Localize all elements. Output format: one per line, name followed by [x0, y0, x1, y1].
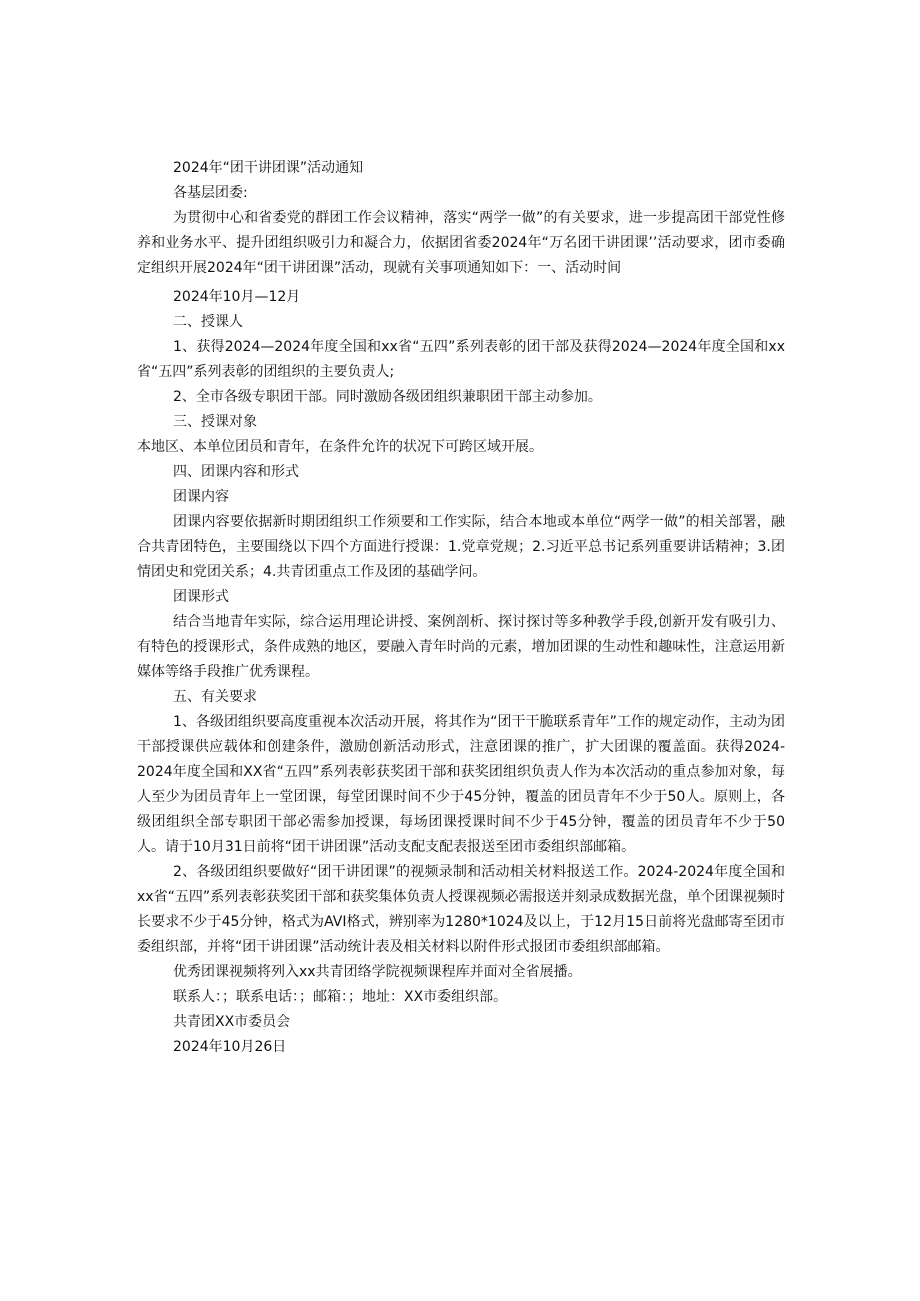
section-4-content-paragraph: 团课内容要依据新时期团组织工作须要和工作实际，结合本地或本单位“两学一做”的相关部署，融合共青团特色，主要围绕以下四个方面进行授课：1.党章党规；2.习近平总书记系列重要讲话精神；3.团情团史和党团关系；4.共青团重点工作及团的基础学问。	[137, 514, 785, 580]
section-3-paragraph: 本地区、本单位团员和青年，在条件允许的状况下可跨区域开展。	[137, 439, 543, 455]
section-4-format-paragraph: 结合当地青年实际，综合运用理论讲授、案例剖析、探讨探讨等多种教学手段,创新开发有吸引力、有特色的授课形式，条件成熟的地区，要融入青年时尚的元素，增加团课的生动性和趣味性，注意运用新媒体等络手段推广优秀课程。	[137, 614, 785, 680]
section-5-item-2: 2、各级团组织要做好“团干讲团课”的视频录制和活动相关材料报送工作。2024-2024年度全国和xx省“五四”系列表彰获奖团干部和获奖集体负责人授课视频必需报送并刻录成数据光盘，单个团课视频时长要求不少于45分钟，格式为AVI格式，辨别率为1280*1024及以上，于12月15日前将光盘邮寄至团市委组织部，并将“团干讲团课”活动统计表及相关材料以附件形式报团市委组织部邮箱。	[137, 864, 785, 955]
activity-time: 2024年10月—12月	[173, 289, 301, 305]
section-4-sub-format: 团课形式	[173, 589, 229, 605]
section-2-item-2: 2、全市各级专职团干部。同时激励各级团组织兼职团干部主动参加。	[173, 389, 602, 405]
section-2-item-1: 1、获得2024—2024年度全国和xx省“五四”系列表彰的团干部及获得2024—2024年度全国和xx省“五四”系列表彰的团组织的主要负责人;	[137, 339, 785, 380]
section-3-heading: 三、授课对象	[173, 414, 257, 430]
section-2-heading: 二、授课人	[173, 314, 243, 330]
section-5-showcase: 优秀团课视频将列入xx共青团络学院视频课程库并面对全省展播。	[173, 964, 582, 980]
section-5-heading: 五、有关要求	[173, 689, 257, 705]
section-5-item-1: 1、各级团组织要高度重视本次活动开展，将其作为“团干干脆联系青年”工作的规定动作，主动为团干部授课供应载体和创建条件，激励创新活动形式，注意团课的推广，扩大团课的覆盖面。获得2024-2024年度全国和XX省“五四”系列表彰获奖团干部和获奖团组织负责人作为本次活动的重点参加对象，每人至少为团员青年上一堂团课，每堂团课时间不少于45分钟，覆盖的团员青年不少于50人。原则上，各级团组织全部专职团干部必需参加授课，每场团课授课时间不少于45分钟，覆盖的团员青年不少于50人。请于10月31日前将“团干讲团课”活动支配支配表报送至团市委组织部邮箱。	[137, 714, 785, 855]
notice-document	[137, 156, 785, 1060]
contact-info: 联系人：；联系电话：；邮箱：；地址：XX市委组织部。	[173, 989, 508, 1005]
section-4-heading: 四、团课内容和形式	[173, 464, 299, 480]
document-title: 2024年“团干讲团课”活动通知	[173, 160, 364, 176]
section-4-sub-content: 团课内容	[173, 489, 229, 505]
salutation: 各基层团委:	[173, 185, 248, 201]
intro-paragraph: 为贯彻中心和省委党的群团工作会议精神，落实“两学一做”的有关要求，进一步提高团干部党性修养和业务水平、提升团组织吸引力和凝合力，依据团省委2024年“万名团干讲团课’’活动要求，团市委确定组织开展2024年“团干讲团课”活动，现就有关事项通知如下：一、活动时间	[137, 210, 785, 276]
issuing-organization: 共青团XX市委员会	[173, 1014, 291, 1030]
issue-date: 2024年10月26日	[173, 1039, 287, 1055]
